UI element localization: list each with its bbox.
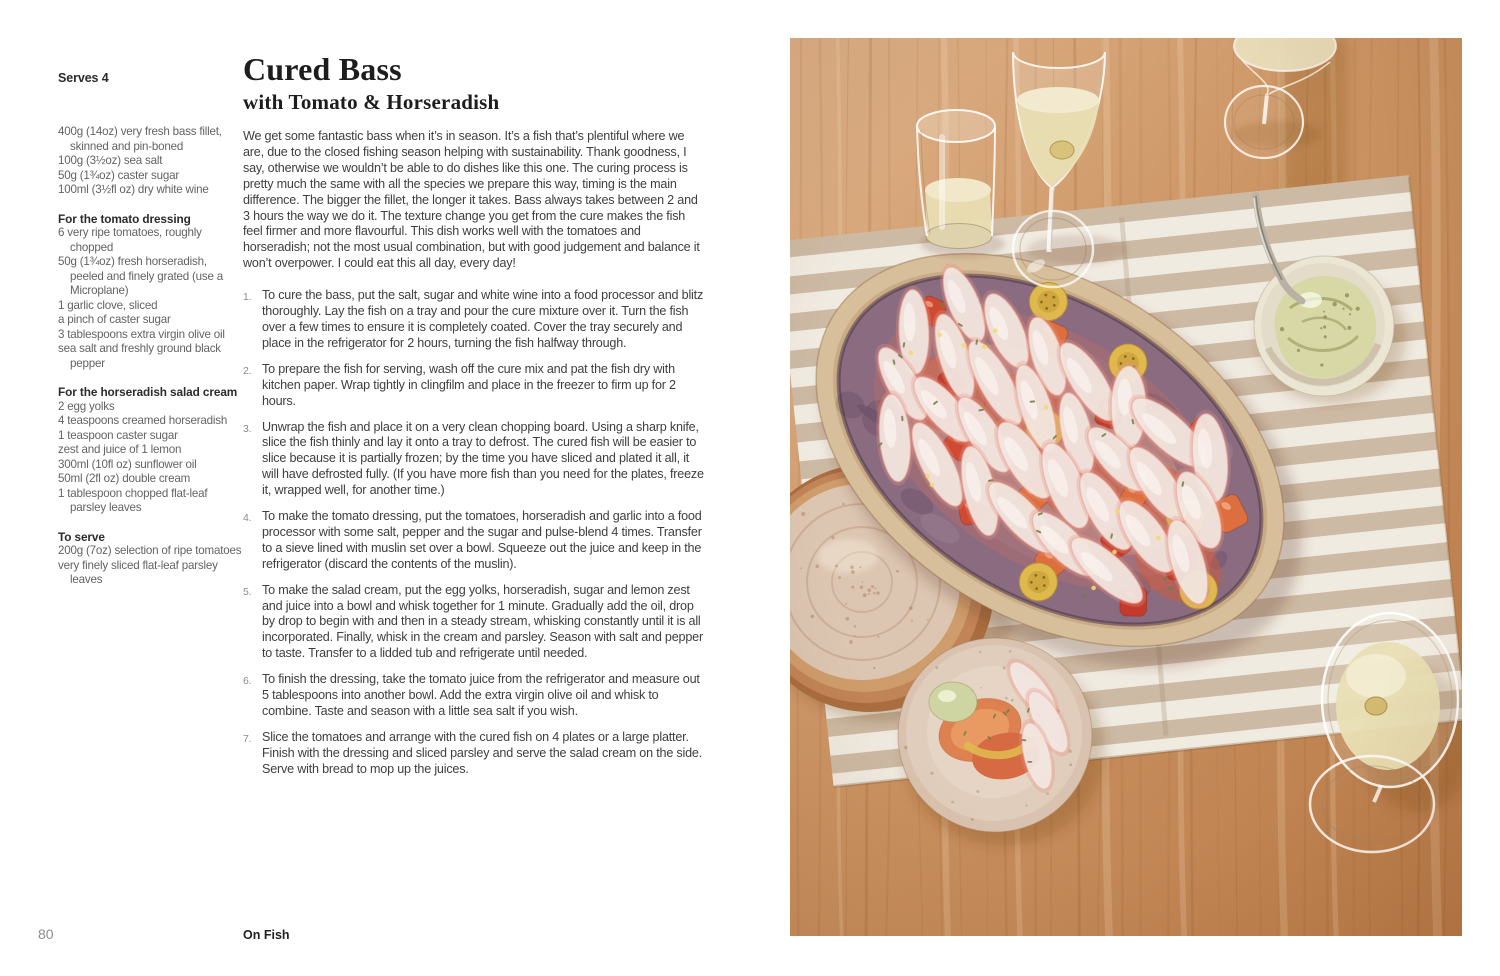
- ingredient-line: 3 tablespoons extra virgin olive oil: [58, 327, 225, 341]
- ingredient-section: [58, 212, 243, 372]
- step-item: [243, 288, 705, 352]
- ingredient-line: 50g (1¾oz) fresh horseradish, peeled and finely grated (use a Microplane): [58, 255, 224, 297]
- serves-label: Serves 4: [58, 71, 109, 85]
- chapter-label: On Fish: [243, 928, 290, 942]
- page-subtitle: with Tomato & Horseradish: [243, 90, 500, 114]
- step-number: 2.: [243, 364, 252, 377]
- ingredient-section-heading: For the horseradish salad cream: [58, 385, 238, 399]
- ingredient-line: 6 very ripe tomatoes, roughly chopped: [58, 226, 202, 254]
- step-text: Slice the tomatoes and arrange with the cured fish on 4 plates or a large platter. Finish with the dressing and sliced parsley and serve the salad cream on the side. Serve with bread to mop up the juices.: [262, 729, 703, 776]
- step-text: Unwrap the fish and place it on a very clean chopping board. Using a sharp knife, slice the fish thinly and lay it onto a tray to defrost. The cured fish will be easier to slice because it is partially frozen; by the time you have sliced and plated it all, it will have defrosted fully. (If you have more fish than you need for the plates, freeze it, wrapped well, for another time.): [262, 419, 704, 498]
- step-item: [243, 420, 705, 500]
- ingredient-line: 200g (7oz) selection of ripe tomatoes: [58, 544, 242, 557]
- ingredient-line: 2 egg yolks: [58, 399, 115, 413]
- page-number: 80: [38, 926, 54, 942]
- step-item: [243, 730, 705, 778]
- ingredient-section-heading: For the tomato dressing: [58, 211, 191, 226]
- ingredient-line: 50ml (2fl oz) double cream: [58, 472, 191, 485]
- ingredient-line: 1 garlic clove, sliced: [58, 298, 158, 312]
- step-item: [243, 362, 705, 410]
- step-number: 7.: [243, 732, 252, 745]
- ingredient-section-heading: To serve: [58, 529, 105, 544]
- ingredient-section: [58, 125, 243, 198]
- step-text: To cure the bass, put the salt, sugar and white wine into a food processor and blitz thoroughly. Lay the fish on a tray and pour the cure mixture over it. Turn the fish over a few times to ensure it is completely coated. Cover the tray securely and place in the refrigerator for 2 hours, turning the fish halfway through.: [262, 288, 704, 350]
- step-number: 1.: [243, 291, 252, 304]
- ingredient-line: zest and juice of 1 lemon: [58, 443, 182, 456]
- step-number: 5.: [243, 585, 252, 598]
- ingredient-line: very finely sliced flat-leaf parsley leaves: [58, 558, 218, 586]
- step-text: To finish the dressing, take the tomato juice from the refrigerator and measure out 5 tablespoons into another bowl. Add the extra virgin olive oil and whisk to combine. Taste and season with a little sea salt if you wish.: [262, 672, 700, 718]
- ingredient-line: a pinch of caster sugar: [58, 313, 171, 326]
- page-title: Cured Bass: [243, 51, 402, 87]
- step-item: [243, 672, 705, 720]
- step-number: 4.: [243, 512, 252, 525]
- ingredients-column: [58, 71, 243, 588]
- recipe-intro: We get some fantastic bass when it’s in season. It’s a fish that’s plentiful where we are, due to the closed fishing season helping with sustainability. Thank goodness, I say, otherwise we wouldn’t be able to do dishes like this one. The curing process is pretty much the same with all the species we prepare this way, timing is the main difference. The bigger the fillet, the longer it takes. Bass always takes between 2 and 3 hours the way we do it. The texture change you get from the cure makes the fish feel firmer and more flavourful. This dish works well with the tomatoes and horseradish; not the most usual combination, but with good judgement and balance it won’t overpower. I could eat this all day, every day!: [243, 129, 700, 271]
- ingredient-line: 4 teaspoons creamed horseradish: [58, 414, 228, 427]
- ingredient-line: 100ml (3½fl oz) dry white wine: [58, 183, 209, 196]
- step-item: [243, 509, 705, 573]
- ingredient-section: [58, 530, 243, 588]
- steps-list: [243, 288, 705, 777]
- method-column: [243, 53, 705, 788]
- ingredient-line: 300ml (10fl oz) sunflower oil: [58, 457, 197, 471]
- ingredient-line: 1 teaspoon caster sugar: [58, 428, 178, 442]
- recipe-photo-illustration: [790, 38, 1462, 936]
- recipe-photo: [790, 38, 1462, 936]
- step-text: To make the tomato dressing, put the tomatoes, horseradish and garlic into a food processor with some salt, pepper and the sugar and pulse-blend 4 times. Transfer to a sieve lined with muslin set over a bowl. Squeeze out the juice and keep in the refrigerator (discard the contents of the muslin).: [262, 509, 702, 571]
- step-number: 6.: [243, 675, 252, 688]
- ingredient-line: 100g (3½oz) sea salt: [58, 154, 163, 167]
- step-number: 3.: [243, 422, 252, 435]
- step-text: To prepare the fish for serving, wash off the cure mix and pat the fish dry with kitchen paper. Wrap tightly in clingfilm and place in the freezer to firm up for 2 hours.: [262, 361, 676, 408]
- ingredient-line: 50g (1¾oz) caster sugar: [58, 168, 180, 182]
- photo-vignette: [790, 38, 1462, 936]
- ingredient-line: 400g (14oz) very fresh bass fillet, skinned and pin-boned: [58, 125, 222, 153]
- ingredient-line: sea salt and freshly ground black pepper: [58, 342, 221, 370]
- step-item: [243, 583, 705, 663]
- ingredient-line: 1 tablespoon chopped flat-leaf parsley leaves: [58, 486, 208, 514]
- ingredient-section: [58, 385, 243, 516]
- step-text: To make the salad cream, put the egg yolks, horseradish, sugar and lemon zest and juice into a bowl and whisk together for 1 minute. Gradually add the oil, drop by drop to begin with and then in a steady stream, whisking constantly until it is all incorporated. Finally, whisk in the cream and parsley. Season with salt and pepper to taste. Transfer to a lidded tub and refrigerate until needed.: [262, 582, 703, 661]
- ingredients-list: [58, 125, 243, 588]
